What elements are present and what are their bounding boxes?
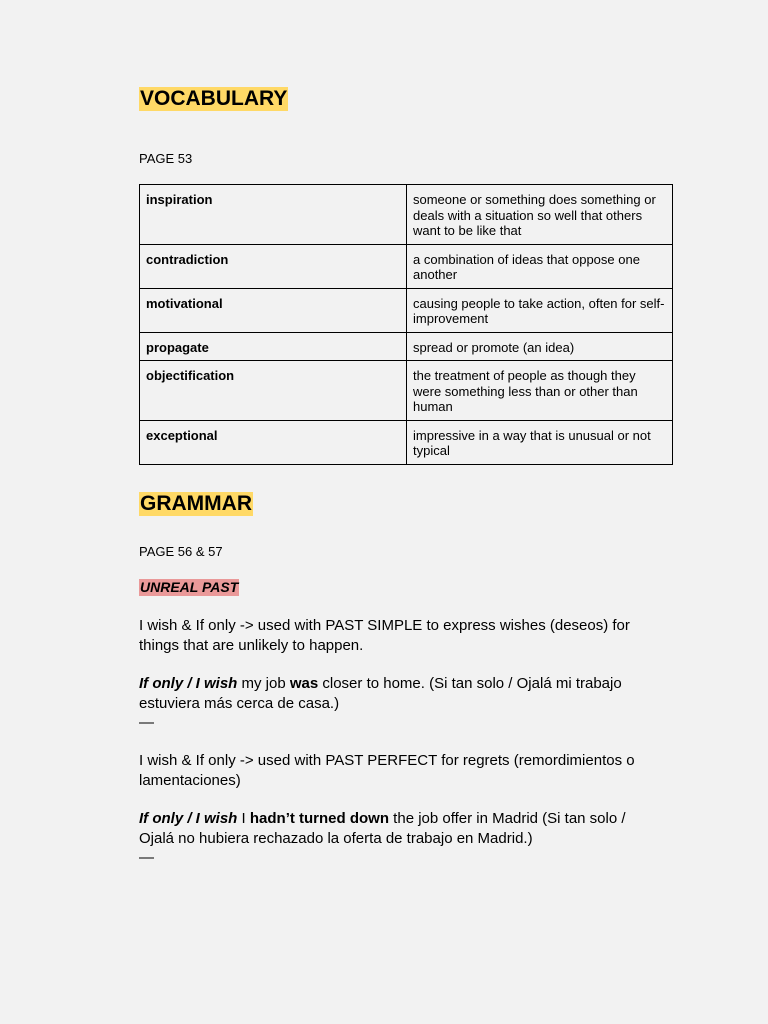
separator-dash: —: [139, 849, 154, 866]
vocabulary-table: [139, 184, 673, 465]
definition-cell: spread or promote (an idea): [407, 332, 673, 361]
table-row: [140, 244, 673, 288]
unreal-past-title: UNREAL PAST: [140, 579, 239, 595]
term-cell: contradiction: [140, 244, 407, 288]
grammar-heading: GRAMMAR: [140, 492, 252, 515]
rule-past-simple: I wish & If only -> used with PAST SIMPLE to express wishes (deseos) for things that are unlikely to happen.: [139, 617, 630, 654]
vocabulary-page-label: PAGE 53: [139, 151, 193, 166]
term-cell: inspiration: [140, 185, 407, 245]
example-text: the job offer in Madrid (Si tan solo / Ojalá no hubiera rechazado la oferta de trabajo en Madrid.): [139, 810, 626, 847]
table-row: [140, 288, 673, 332]
example-lead: If only / I wish: [139, 675, 238, 692]
term-cell: exceptional: [140, 420, 407, 464]
example-key-verb: hadn’t turned down: [249, 810, 390, 827]
example-text: closer to home. (Si tan solo / Ojalá mi trabajo estuviera más cerca de casa.): [139, 675, 622, 712]
vocabulary-heading: VOCABULARY: [140, 87, 288, 110]
example-key-verb: was: [289, 675, 319, 692]
table-row: [140, 361, 673, 421]
definition-cell: impressive in a way that is unusual or not typical: [407, 420, 673, 464]
example-text: I: [237, 810, 250, 827]
example-lead: If only / I wish: [139, 810, 238, 827]
term-cell: objectification: [140, 361, 407, 421]
separator-dash: —: [139, 714, 154, 731]
example-text: my job: [237, 675, 290, 692]
definition-cell: causing people to take action, often for self-improvement: [407, 288, 673, 332]
definition-cell: a combination of ideas that oppose one another: [407, 244, 673, 288]
definition-cell: the treatment of people as though they were something less than or other than human: [407, 361, 673, 421]
rule-past-perfect: I wish & If only -> used with PAST PERFECT for regrets (remordimientos o lamentaciones): [139, 752, 635, 789]
table-row: [140, 185, 673, 245]
term-cell: propagate: [140, 332, 407, 361]
definition-cell: someone or something does something or deals with a situation so well that others want to be like that: [407, 185, 673, 245]
table-row: [140, 332, 673, 361]
term-cell: motivational: [140, 288, 407, 332]
grammar-page-label: PAGE 56 & 57: [139, 544, 223, 559]
table-row: [140, 420, 673, 464]
example-past-simple: [139, 674, 664, 732]
example-past-perfect: [139, 809, 664, 867]
